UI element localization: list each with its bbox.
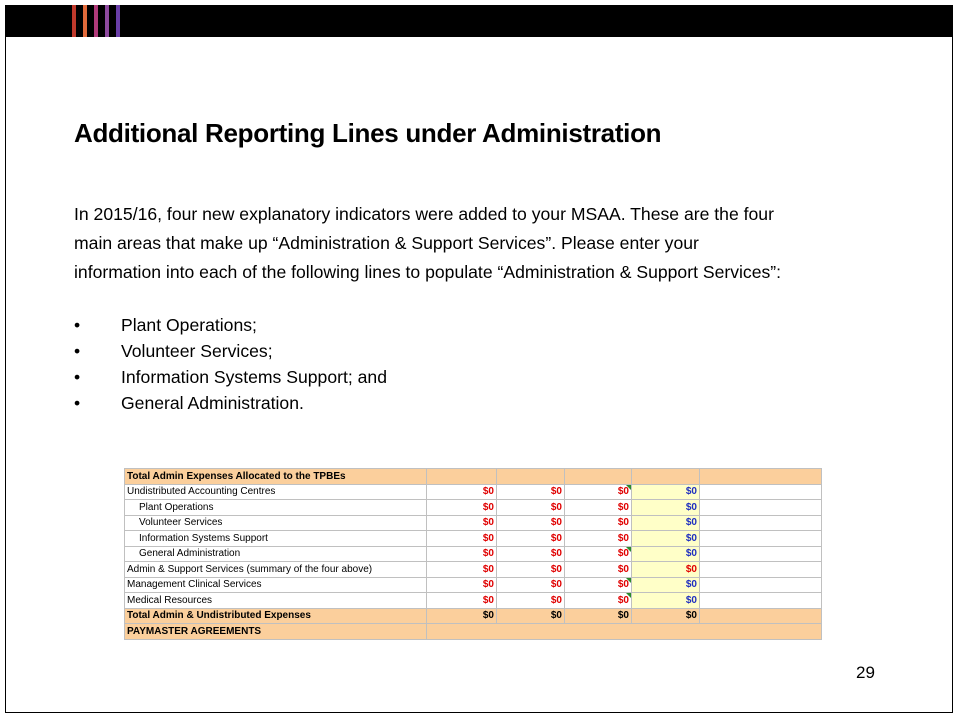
spreadsheet-screenshot [124,468,821,640]
table-row [125,577,822,593]
cell [700,484,822,500]
bullet-item [74,312,387,338]
row-label: PAYMASTER AGREEMENTS [125,624,427,640]
bullet-text: General Administration. [121,393,304,413]
value-cell: $0 [497,608,565,624]
cell [700,531,822,547]
bullet-list [74,312,387,416]
cell [700,546,822,562]
value-cell: $0 [497,484,565,500]
bullet-glyph: • [74,315,81,335]
row-label: Undistributed Accounting Centres [125,484,427,500]
table-row [125,546,822,562]
input-cell[interactable]: $0 [632,500,700,516]
table-row [125,562,822,578]
cell [700,562,822,578]
value-cell: $0 [497,531,565,547]
cell [565,469,632,485]
cell [497,469,565,485]
table-row [125,484,822,500]
bullet-item [74,364,387,390]
table-row [125,593,822,609]
row-label: Total Admin Expenses Allocated to the TPBEs [125,469,427,485]
value-cell: $0 [497,593,565,609]
table-row-header [125,469,822,485]
header-stripe-1 [72,5,76,37]
header-stripe-4 [105,5,109,37]
slide-title: Additional Reporting Lines under Administration [74,118,662,148]
value-cell: $0 [497,546,565,562]
page-number: 29 [856,663,875,682]
value-cell: $0 [497,577,565,593]
value-cell: $0 [497,515,565,531]
input-cell[interactable]: $0 [632,484,700,500]
row-label: Volunteer Services [125,515,427,531]
value-cell: $0 [632,608,700,624]
input-cell[interactable]: $0 [632,515,700,531]
intro-paragraph [74,200,894,287]
value-cell: $0 [427,531,497,547]
input-cell[interactable]: $0 [632,593,700,609]
expense-table [124,468,822,640]
paragraph-line: information into each of the following lines to populate “Administration & Support Services”: [74,262,782,282]
value-cell: $0 [427,515,497,531]
value-cell: $0 [497,562,565,578]
table-row [125,531,822,547]
value-cell: $0 [565,531,632,547]
table-row [125,515,822,531]
paragraph-line: main areas that make up “Administration & Support Services”. Please enter your [74,233,699,253]
row-label: General Administration [125,546,427,562]
table-row [125,500,822,516]
value-cell: $0 [565,500,632,516]
cell [427,469,497,485]
bullet-glyph: • [74,341,81,361]
header-stripe-5 [116,5,120,37]
row-label: Information Systems Support [125,531,427,547]
cell [700,577,822,593]
value-cell: $0 [632,562,700,578]
cell [700,515,822,531]
value-cell: $0 [565,515,632,531]
value-cell: $0 [497,500,565,516]
input-cell[interactable]: $0 [632,577,700,593]
cell [700,608,822,624]
value-cell: $0 [565,577,632,593]
bullet-text: Plant Operations; [121,315,257,335]
cell [700,500,822,516]
row-label: Total Admin & Undistributed Expenses [125,608,427,624]
input-cell[interactable]: $0 [632,546,700,562]
cell [700,469,822,485]
header-stripe-2 [83,5,87,37]
row-label: Plant Operations [125,500,427,516]
value-cell: $0 [565,484,632,500]
row-label: Admin & Support Services (summary of the four above) [125,562,427,578]
value-cell: $0 [565,562,632,578]
value-cell: $0 [427,593,497,609]
value-cell: $0 [565,608,632,624]
bullet-glyph: • [74,393,81,413]
table-row-header [125,624,822,640]
value-cell: $0 [427,562,497,578]
slide-header-bar [5,5,953,37]
value-cell: $0 [427,484,497,500]
table-row-total [125,608,822,624]
bullet-glyph: • [74,367,81,387]
value-cell: $0 [427,608,497,624]
row-label: Medical Resources [125,593,427,609]
bullet-text: Volunteer Services; [121,341,273,361]
input-cell[interactable]: $0 [632,531,700,547]
bullet-item [74,338,387,364]
bullet-item [74,390,387,416]
cell [632,469,700,485]
bullet-text: Information Systems Support; and [121,367,387,387]
value-cell: $0 [427,577,497,593]
header-stripe-3 [94,5,98,37]
cell [427,624,822,640]
value-cell: $0 [565,546,632,562]
paragraph-line: In 2015/16, four new explanatory indicators were added to your MSAA. These are the four [74,204,774,224]
cell [700,593,822,609]
row-label: Management Clinical Services [125,577,427,593]
value-cell: $0 [427,500,497,516]
value-cell: $0 [565,593,632,609]
value-cell: $0 [427,546,497,562]
